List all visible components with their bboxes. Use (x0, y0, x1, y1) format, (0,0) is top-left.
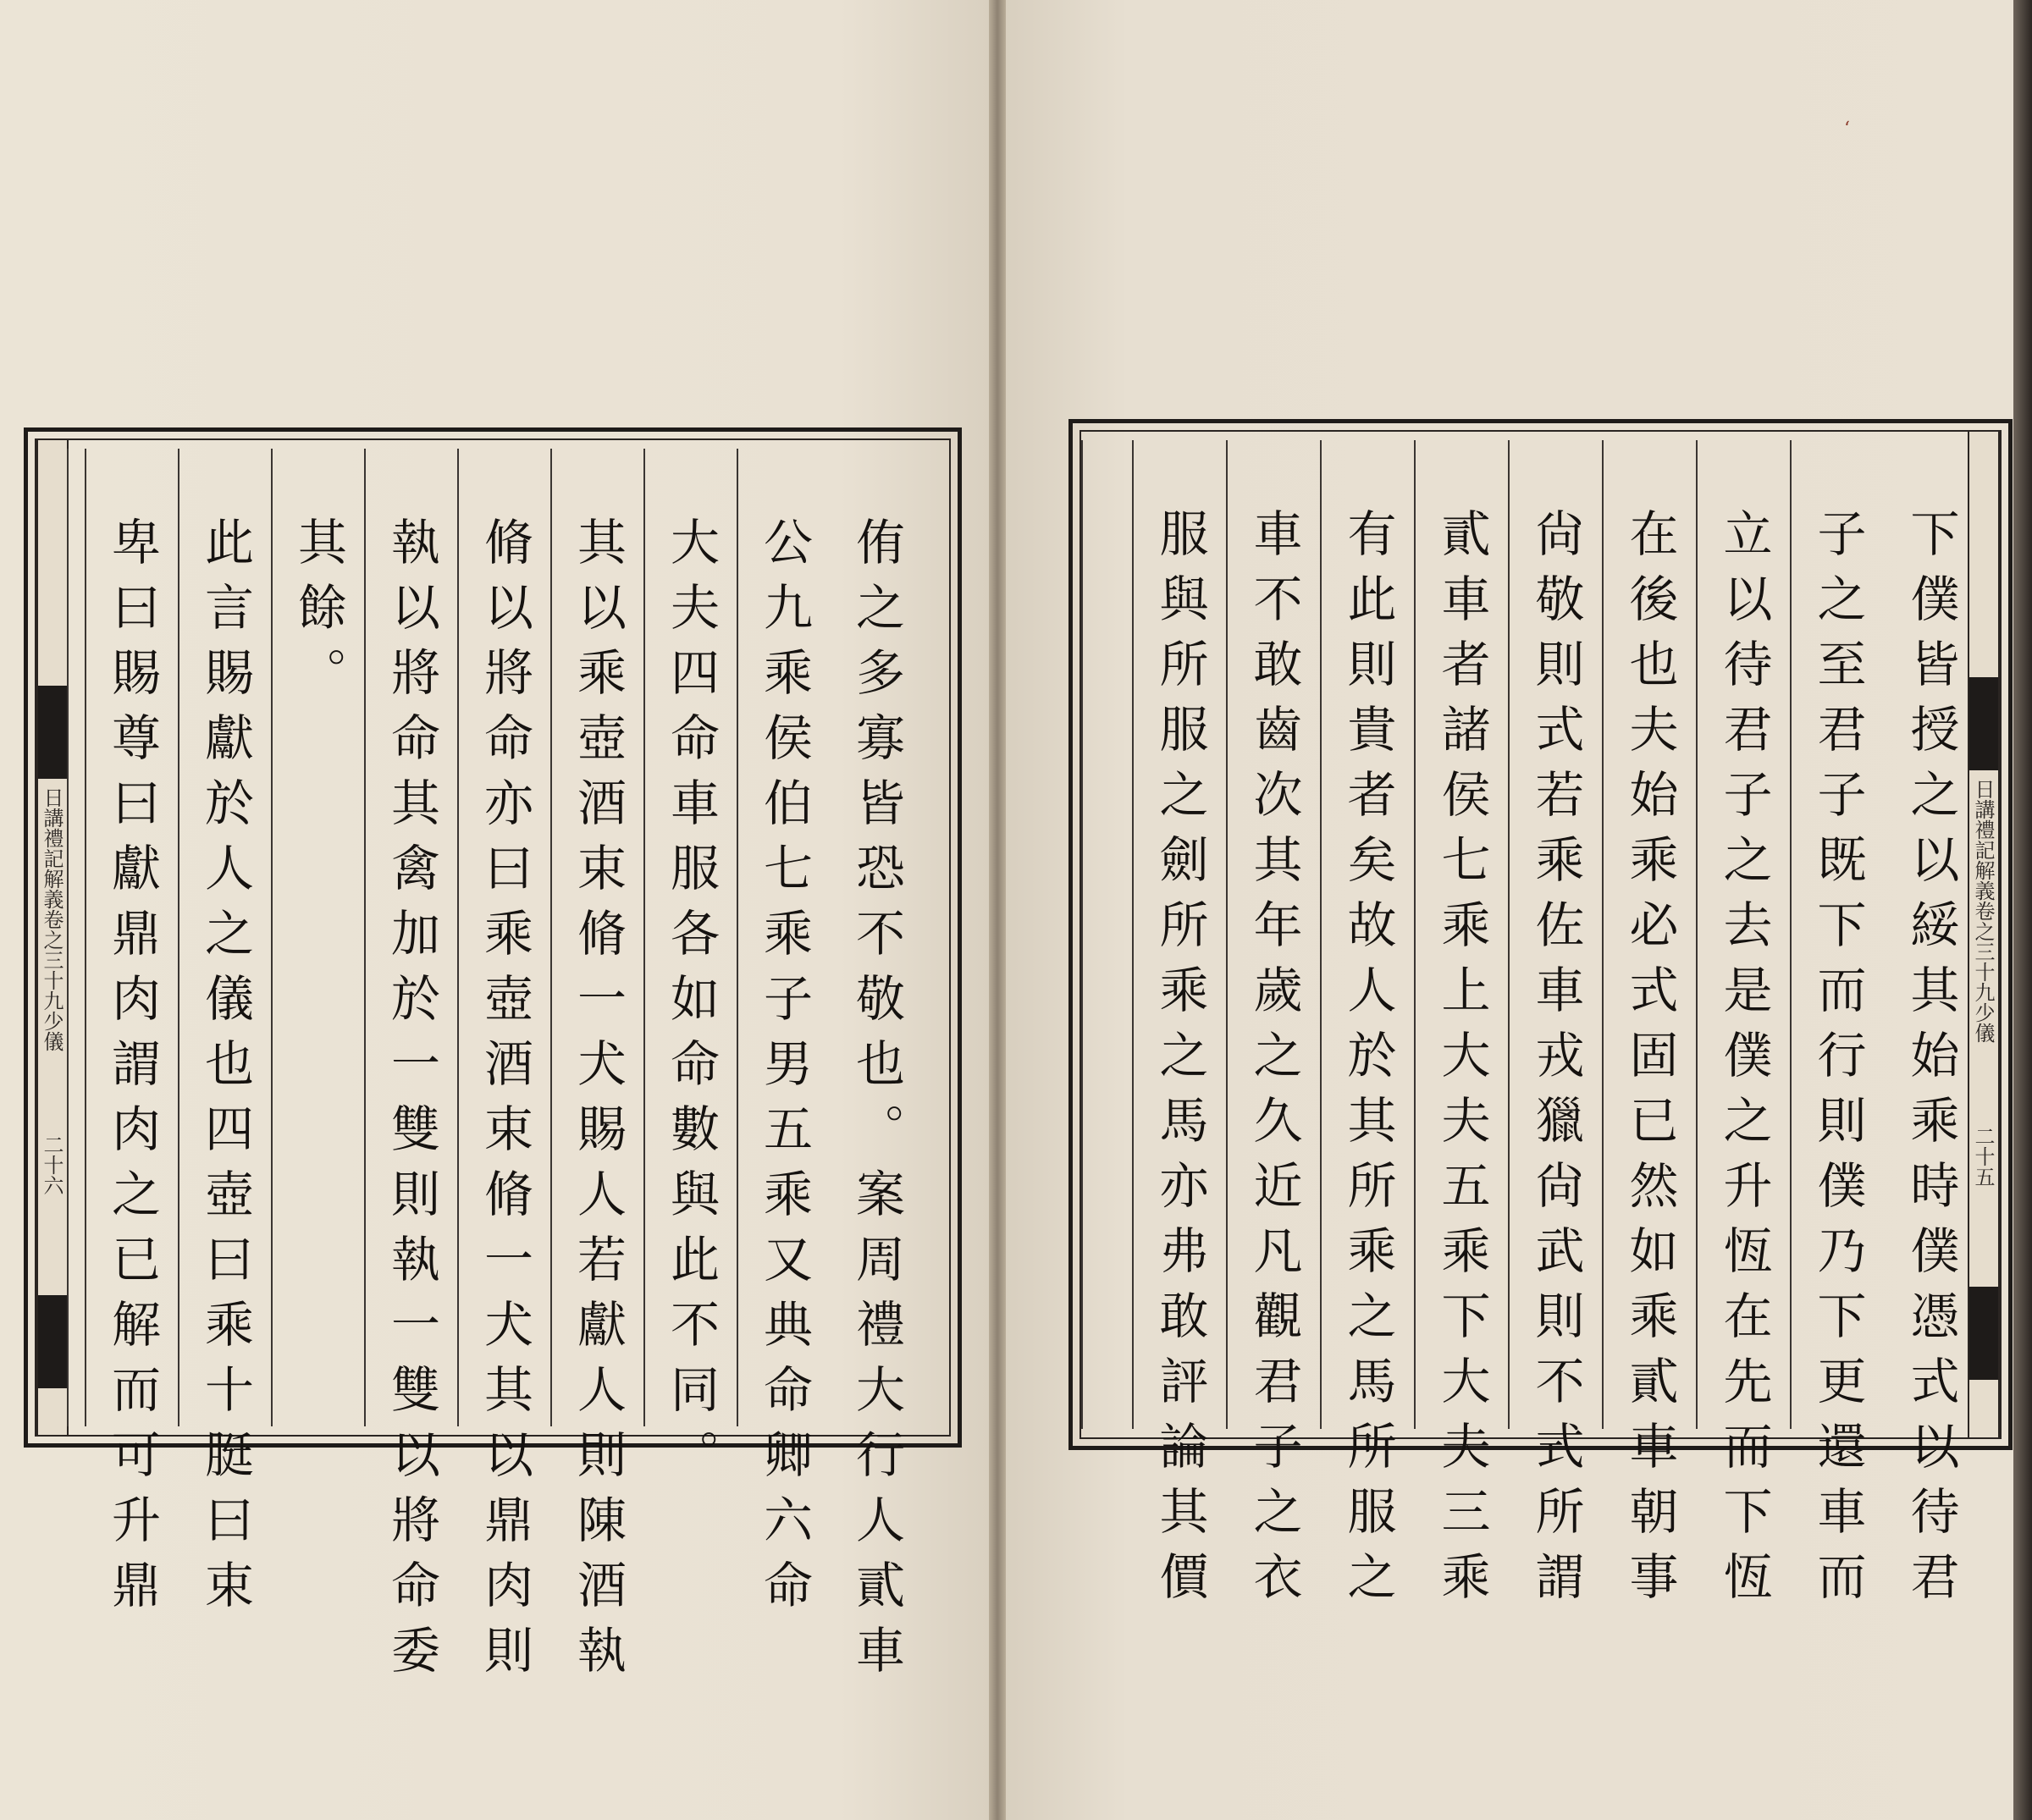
left-fish-tail-bottom (38, 1295, 67, 1388)
left-column-1 (830, 449, 923, 1690)
column-text: 車不敢齒次其年歲之久近凡觀君子之衣 (1245, 508, 1303, 1616)
column-text: 其餘。 (290, 516, 347, 712)
column-text: 公九乘侯伯七乘子男五乘又典命卿六命 (755, 516, 813, 1624)
left-column-2 (737, 449, 830, 1624)
right-column-9 (1132, 440, 1226, 1616)
column-text: 大夫四命車服各如命數與此不同。 (662, 516, 720, 1494)
ink-mark: ʻ (1844, 119, 1850, 140)
column-text: 卑曰賜尊曰獻鼎肉謂肉之已解而可升鼎 (103, 516, 161, 1624)
left-page (0, 0, 989, 1820)
left-margin-strip (36, 440, 69, 1435)
column-text: 在後也夫始乘必式固已然如乘貳車朝事 (1621, 508, 1679, 1616)
column-text: 尙敬則式若乘佐車戎獵尙武則不式所謂 (1527, 508, 1585, 1616)
right-column-6 (1414, 440, 1508, 1616)
column-text: 有此則貴者矣故人於其所乘之馬所服之 (1339, 508, 1397, 1616)
left-column-9 (85, 449, 178, 1624)
book-edge (2013, 0, 2032, 1820)
column-text: 立以待君子之去是僕之升恆在先而下恆 (1714, 508, 1773, 1616)
column-text: 服與所服之劍所乘之馬亦弗敢評論其價 (1151, 508, 1209, 1616)
left-margin-title: 日講禮記解義卷之三十九少儀 (40, 787, 64, 1051)
column-text: 子之至君子既下而行則僕乃下更還車而 (1808, 508, 1867, 1616)
left-fish-tail-top (38, 686, 67, 779)
right-column-3 (1696, 440, 1790, 1616)
right-column-1 (1884, 440, 1978, 1616)
left-inner-border (35, 438, 951, 1690)
book-gutter (989, 0, 1006, 1820)
column-text: 貳車者諸侯七乘上大夫五乘下大夫三乘 (1433, 508, 1491, 1616)
right-print-frame (1068, 419, 2013, 1616)
column-text: 侑之多寡皆恐不敬也。案周禮大行人貳車 (848, 516, 905, 1690)
right-column-2 (1790, 440, 1884, 1616)
left-column-3 (643, 449, 737, 1494)
column-text: 其以乘壺酒束脩一犬賜人若獻人則陳酒執 (569, 516, 627, 1690)
right-column-7 (1320, 440, 1414, 1616)
left-column-7 (271, 449, 364, 1426)
right-inner-border (1080, 430, 2002, 1616)
left-column-5 (457, 449, 550, 1690)
right-column-5 (1508, 440, 1602, 1616)
right-column-4 (1602, 440, 1696, 1616)
column-text: 下僕皆授之以綏其始乘時僕憑式以待君 (1902, 508, 1960, 1616)
left-column-4 (550, 449, 643, 1690)
right-column-8 (1226, 440, 1320, 1616)
right-margin-title: 日講禮記解義卷之三十九少儀 (1971, 779, 1995, 1043)
column-text: 脩以將命亦曰乘壺酒束脩一犬其以鼎肉則 (476, 516, 533, 1690)
left-column-8 (178, 449, 271, 1624)
left-column-edge (67, 449, 85, 1426)
column-text: 執以將命其禽加於一雙則執一雙以將命委 (383, 516, 440, 1690)
left-column-6 (364, 449, 457, 1690)
right-column-edge (1081, 440, 1132, 1429)
right-page-number: 二十五 (1971, 1126, 1995, 1187)
left-page-number: 二十六 (40, 1134, 64, 1195)
left-print-frame (24, 427, 962, 1690)
column-text: 此言賜獻於人之儀也四壺曰乘十脡曰束 (196, 516, 254, 1624)
